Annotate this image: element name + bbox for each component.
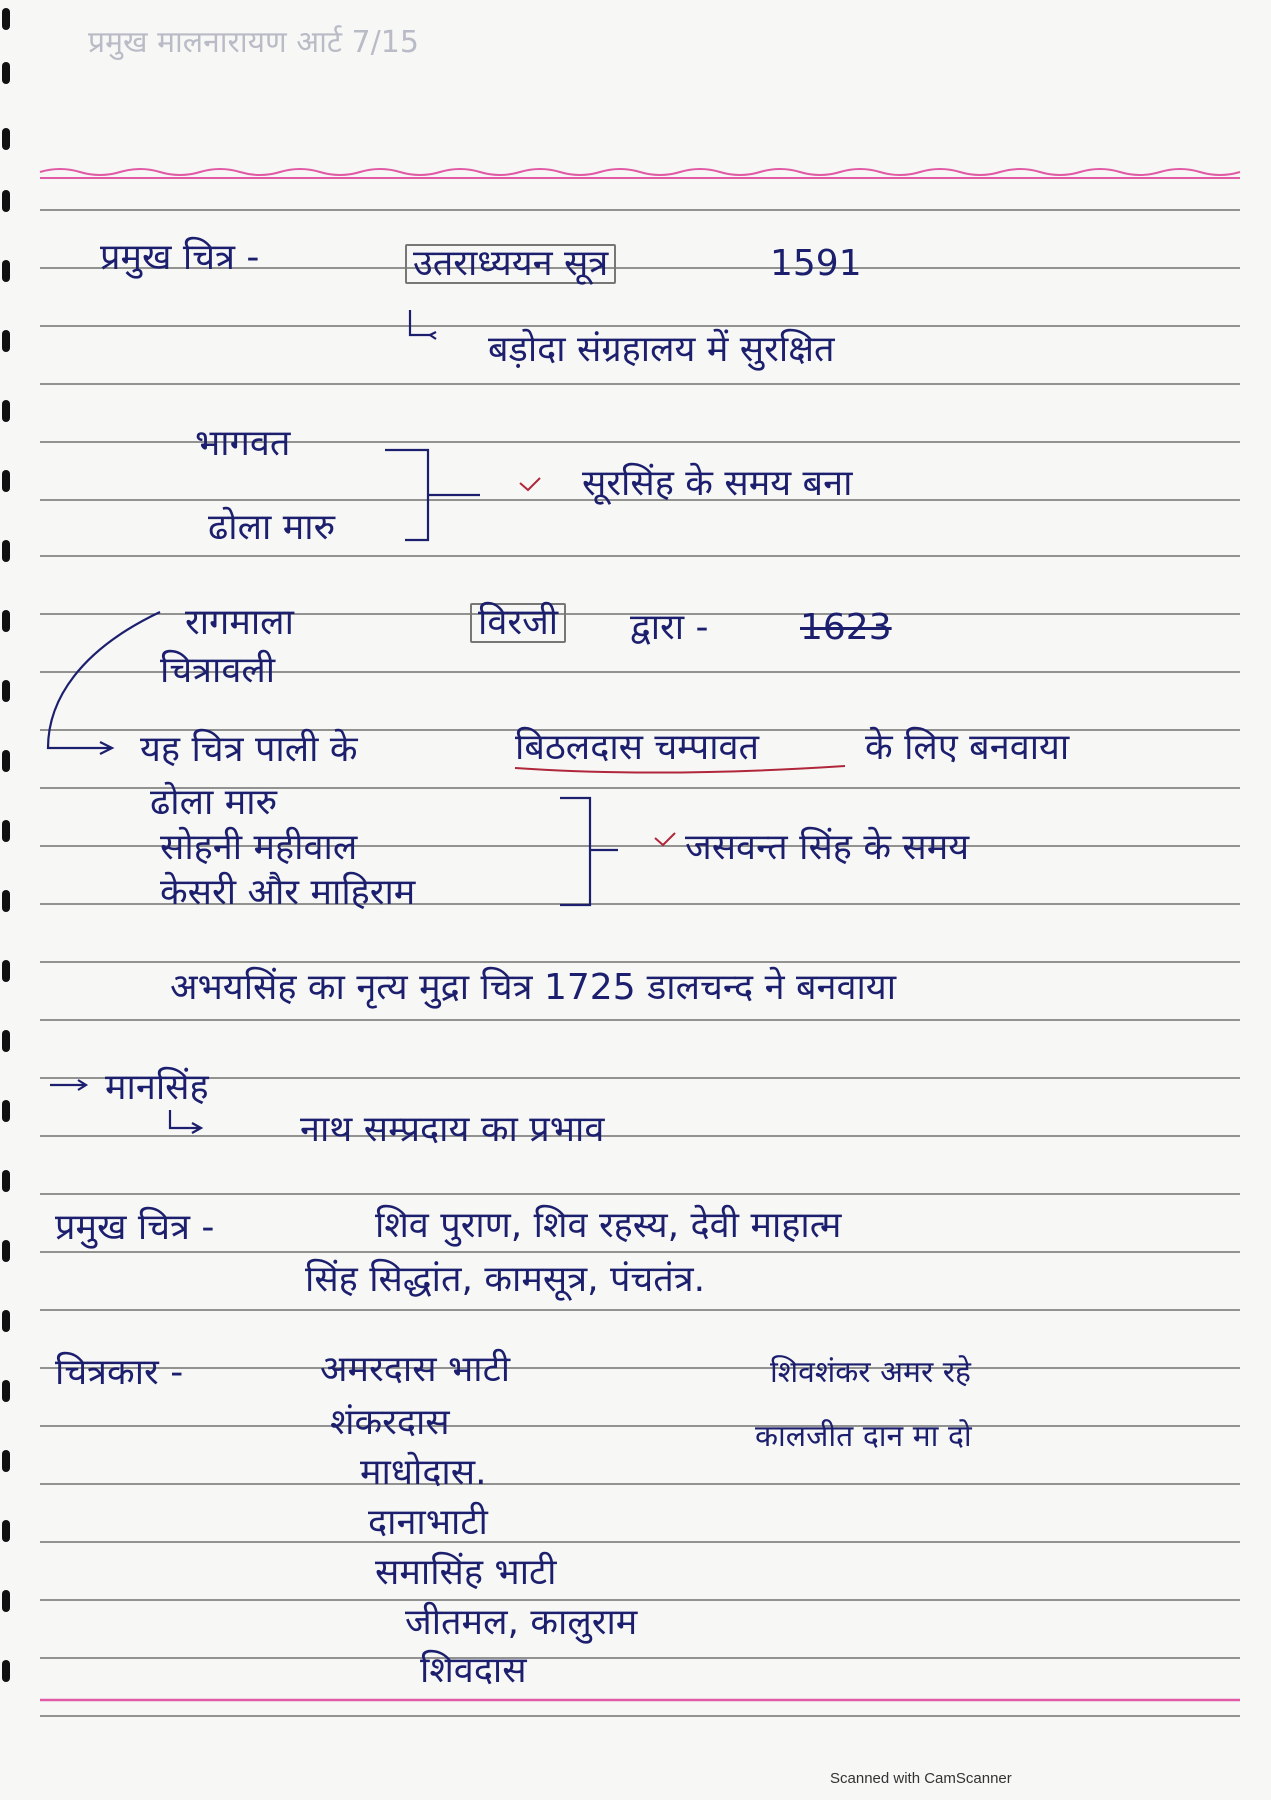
shiv-puran-list: शिव पुराण, शिव रहस्य, देवी माहात्म [375,1205,842,1246]
bithaldas-champawat: बिठलदास चम्पावत [515,727,760,768]
virji: विरजी [470,603,566,643]
title-uttaradhyayan: उतराध्ययन सूत्र [405,244,616,284]
label-main-paintings-2: प्रमुख चित्र - [55,1207,215,1248]
jaswant-singh-period: जसवन्त सिंह के समय [685,827,970,868]
baroda-museum: बड़ोदा संग्रहालय में सुरक्षित [488,329,835,370]
year-1591: 1591 [770,243,862,284]
singh-siddhant-list: सिंह सिद्धांत, कामसूत्र, पंचतंत्र. [305,1259,706,1300]
abhaysingh-line: अभयसिंह का नृत्य मुद्रा चित्र 1725 डालचन्द ने बनवाया [170,967,897,1008]
dwara: द्वारा - [630,607,709,648]
jeetmal-kaluram: जीतमल, कालुराम [405,1602,638,1643]
nath-sampraday: नाथ सम्प्रदाय का प्रभाव [300,1109,605,1150]
year-1623: 1623 [800,607,892,648]
madhodas: माधोदास. [360,1452,487,1493]
shivdas: शिवदास [420,1650,527,1691]
label-main-paintings: प्रमुख चित्र - [100,237,260,278]
label-painters: चित्रकार - [55,1352,184,1393]
shivshankar-amar-rahe: शिवशंकर अमर रहे [770,1355,971,1390]
scanner-watermark: Scanned with CamScanner [830,1770,1012,1787]
shankardas: शंकरदास [330,1402,450,1443]
danabhati: दानाभाटी [368,1502,488,1543]
bhagwat: भागवत [195,423,291,464]
banwaya: के लिए बनवाया [865,727,1070,768]
samasingh-bhati: समासिंह भाटी [375,1552,557,1593]
pali-text: यह चित्र पाली के [140,729,358,770]
sohni-mahiwal: सोहनी महीवाल [160,827,358,868]
sursingh-period: सूरसिंह के समय बना [582,463,853,504]
mansingh: मानसिंह [105,1067,209,1108]
page-header: प्रमुख मालनारायण आर्ट 7/15 [88,25,419,60]
kaljeet-dan: कालजीत दान मा दो [755,1419,972,1454]
ragmala: रागमाला [185,602,294,643]
chitravali: चित्रावली [160,650,276,691]
dhola-maru: ढोला मारु [208,507,336,548]
kesari-mahiram: केसरी और माहिराम [160,872,416,913]
amardas-bhati: अमरदास भाटी [320,1349,511,1390]
dhola-maru-2: ढोला मारु [150,782,278,823]
